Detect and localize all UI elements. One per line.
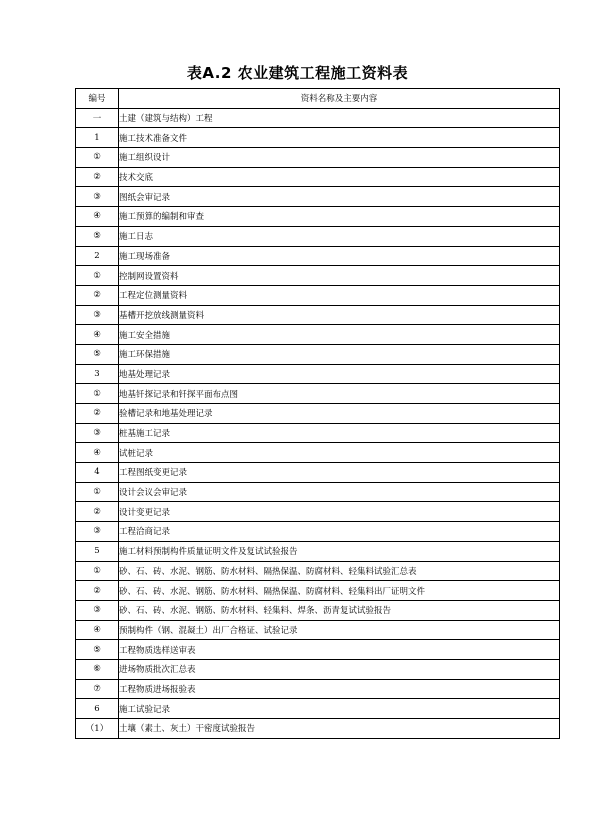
row-content: 进场物质批次汇总表 [119, 659, 560, 679]
header-number: 编号 [76, 89, 119, 109]
table-row [76, 541, 560, 561]
table-header-row [76, 89, 560, 109]
row-number: ① [76, 266, 119, 286]
row-content: 土壤（素土、灰土）干密度试验报告 [119, 719, 560, 739]
row-number: 5 [76, 541, 119, 561]
table-row [76, 423, 560, 443]
table-row [76, 128, 560, 148]
table-row [76, 167, 560, 187]
row-number: ③ [76, 522, 119, 542]
row-content: 控制网设置资料 [119, 266, 560, 286]
table-row [76, 463, 560, 483]
row-content: 工程物质进场报验表 [119, 679, 560, 699]
table-row [76, 187, 560, 207]
row-content: 施工组织设计 [119, 148, 560, 168]
table-row [76, 266, 560, 286]
row-content: 验槽记录和地基处理记录 [119, 404, 560, 424]
table-row [76, 344, 560, 364]
row-number: ③ [76, 600, 119, 620]
table-row [76, 364, 560, 384]
row-number: 4 [76, 463, 119, 483]
table-row [76, 699, 560, 719]
row-content: 桩基施工记录 [119, 423, 560, 443]
row-content: 地基处理记录 [119, 364, 560, 384]
row-content: 施工技术准备文件 [119, 128, 560, 148]
table-row [76, 325, 560, 345]
row-content: 砂、石、砖、水泥、钢筋、防水材料、隔热保温、防腐材料、轻集料试验汇总表 [119, 561, 560, 581]
table-row [76, 679, 560, 699]
row-content: 土建（建筑与结构）工程 [119, 108, 560, 128]
row-content: 地基钎探记录和钎探平面布点图 [119, 384, 560, 404]
row-number: ① [76, 148, 119, 168]
row-number: ④ [76, 325, 119, 345]
row-content: 图纸会审记录 [119, 187, 560, 207]
row-content: 工程物质选样送审表 [119, 640, 560, 660]
row-number: ② [76, 502, 119, 522]
row-content: 砂、石、砖、水泥、钢筋、防水材料、隔热保温、防腐材料、轻集料出厂证明文件 [119, 581, 560, 601]
row-number: 1 [76, 128, 119, 148]
row-content: 基槽开挖放线测量资料 [119, 305, 560, 325]
row-number: ③ [76, 187, 119, 207]
row-number: ② [76, 581, 119, 601]
row-number: （1） [76, 719, 119, 739]
row-content: 设计会议会审记录 [119, 482, 560, 502]
table-row [76, 561, 560, 581]
row-number: ① [76, 482, 119, 502]
row-number: ⑤ [76, 344, 119, 364]
table-row [76, 719, 560, 739]
table-row [76, 640, 560, 660]
row-number: ② [76, 285, 119, 305]
row-content: 施工环保措施 [119, 344, 560, 364]
row-number: ① [76, 561, 119, 581]
table-row [76, 148, 560, 168]
table-row [76, 600, 560, 620]
row-content: 施工试验记录 [119, 699, 560, 719]
row-content: 预制构件（钢、混凝土）出厂合格证、试验记录 [119, 620, 560, 640]
table-row [76, 285, 560, 305]
row-content: 施工材料预制构件质量证明文件及复试试验报告 [119, 541, 560, 561]
row-number: ④ [76, 620, 119, 640]
table-row [76, 482, 560, 502]
row-number: ④ [76, 207, 119, 227]
row-number: ② [76, 167, 119, 187]
table-row [76, 581, 560, 601]
row-content: 施工日志 [119, 226, 560, 246]
table-row [76, 108, 560, 128]
row-content: 施工安全措施 [119, 325, 560, 345]
row-number: ③ [76, 423, 119, 443]
table-row [76, 226, 560, 246]
table-row [76, 443, 560, 463]
row-content: 施工现场准备 [119, 246, 560, 266]
row-content: 工程定位测量资料 [119, 285, 560, 305]
table-row [76, 246, 560, 266]
row-number: ⑦ [76, 679, 119, 699]
row-number: ⑥ [76, 659, 119, 679]
table-row [76, 384, 560, 404]
table-row [76, 659, 560, 679]
row-content: 砂、石、砖、水泥、钢筋、防水材料、轻集料、焊条、沥青复试试验报告 [119, 600, 560, 620]
row-number: ③ [76, 305, 119, 325]
row-number: 一 [76, 108, 119, 128]
table-row [76, 522, 560, 542]
row-number: ④ [76, 443, 119, 463]
header-content: 资料名称及主要内容 [119, 89, 560, 109]
row-content: 施工预算的编制和审查 [119, 207, 560, 227]
row-content: 技术交底 [119, 167, 560, 187]
data-table [75, 88, 560, 739]
table-row [76, 620, 560, 640]
row-number: ⑤ [76, 640, 119, 660]
row-number: ① [76, 384, 119, 404]
table-row [76, 207, 560, 227]
table-row [76, 305, 560, 325]
row-number: ⑤ [76, 226, 119, 246]
row-number: ② [76, 404, 119, 424]
table-body [76, 108, 560, 738]
table-row [76, 502, 560, 522]
table-row [76, 404, 560, 424]
row-content: 设计变更记录 [119, 502, 560, 522]
row-number: 2 [76, 246, 119, 266]
row-content: 试桩记录 [119, 443, 560, 463]
page-title: 表A.2 农业建筑工程施工资料表 [186, 64, 409, 82]
row-content: 工程图纸变更记录 [119, 463, 560, 483]
row-number: 6 [76, 699, 119, 719]
row-content: 工程洽商记录 [119, 522, 560, 542]
row-number: 3 [76, 364, 119, 384]
